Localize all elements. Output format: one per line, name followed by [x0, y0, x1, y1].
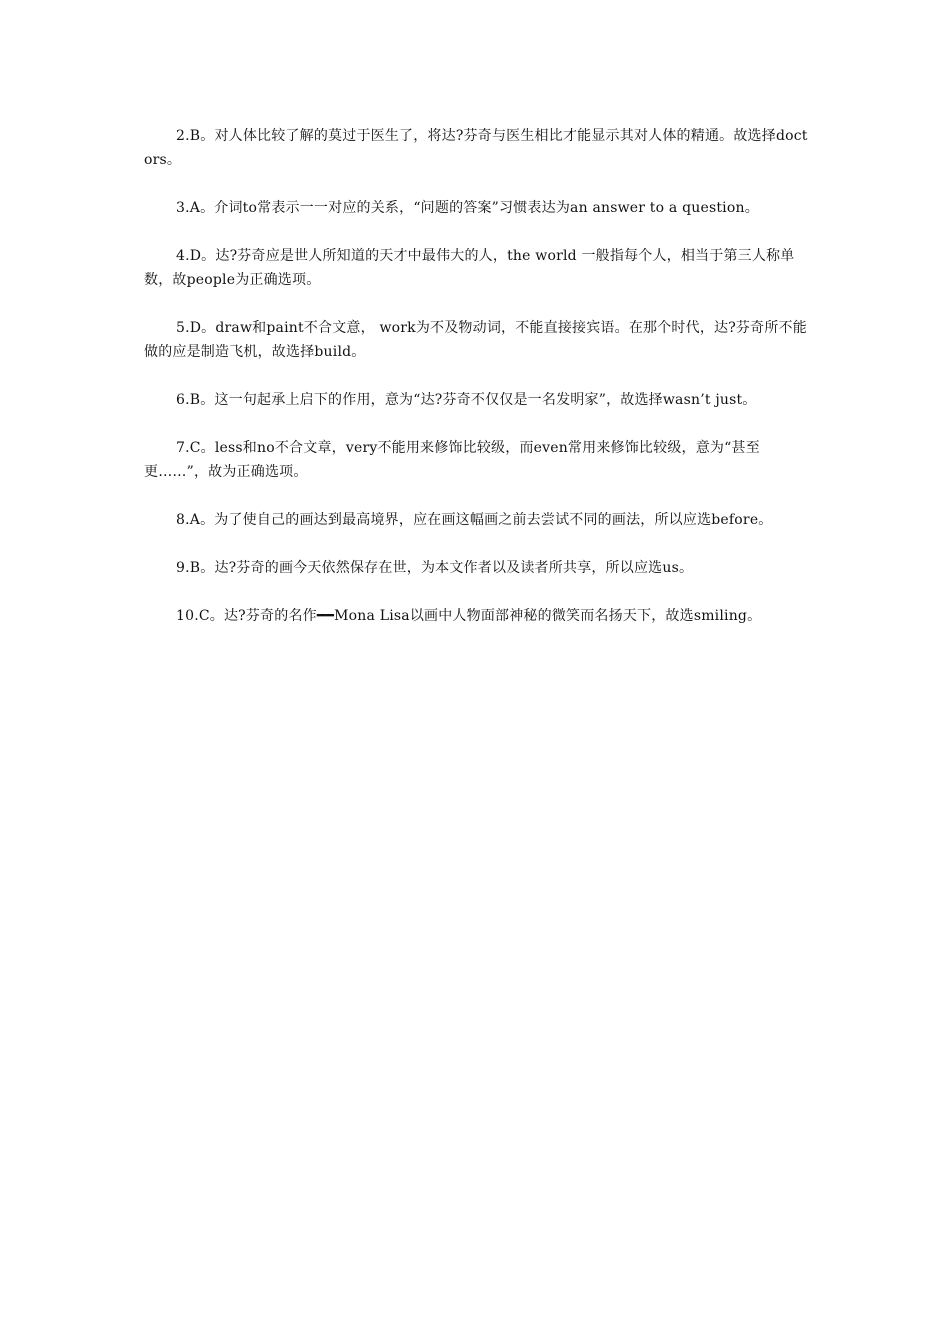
answer-paragraph-7: 7.C。less和no不合文章，very不能用来修饰比较级，而even常用来修饰比较级，意为“甚至更……”，故为正确选项。: [144, 440, 760, 480]
answer-paragraph-9: 9.B。达?芬奇的画今天依然保存在世，为本文作者以及读者所共享，所以应选us。: [176, 560, 694, 576]
answer-paragraph-2: 2.B。对人体比较了解的莫过于医生了，将达?芬奇与医生相比才能显示其对人体的精通。故选择doctors。: [144, 128, 808, 168]
answer-paragraph-6: 6.B。这一句起承上启下的作用，意为“达?芬奇不仅仅是一名发明家”，故选择wasn’t just。: [176, 392, 757, 408]
answer-paragraph-10: 10.C。达?芬奇的名作━━Mona Lisa以画中人物面部神秘的微笑而名扬天下，故选smiling。: [176, 608, 762, 624]
answer-paragraph-5: 5.D。draw和paint不合文意， work为不及物动词，不能直接接宾语。在那个时代，达?芬奇所不能做的应是制造飞机，故选择build。: [144, 320, 807, 360]
answer-paragraph-3: 3.A。介词to常表示一一对应的关系，“问题的答案”习惯表达为an answer to a question。: [176, 200, 759, 216]
answer-paragraph-4: 4.D。达?芬奇应是世人所知道的天才中最伟大的人，the world 一般指每个人，相当于第三人称单数，故people为正确选项。: [144, 248, 795, 288]
answer-explanations: [144, 124, 810, 652]
answer-paragraph-8: 8.A。为了使自己的画达到最高境界，应在画这幅画之前去尝试不同的画法，所以应选before。: [176, 512, 773, 528]
